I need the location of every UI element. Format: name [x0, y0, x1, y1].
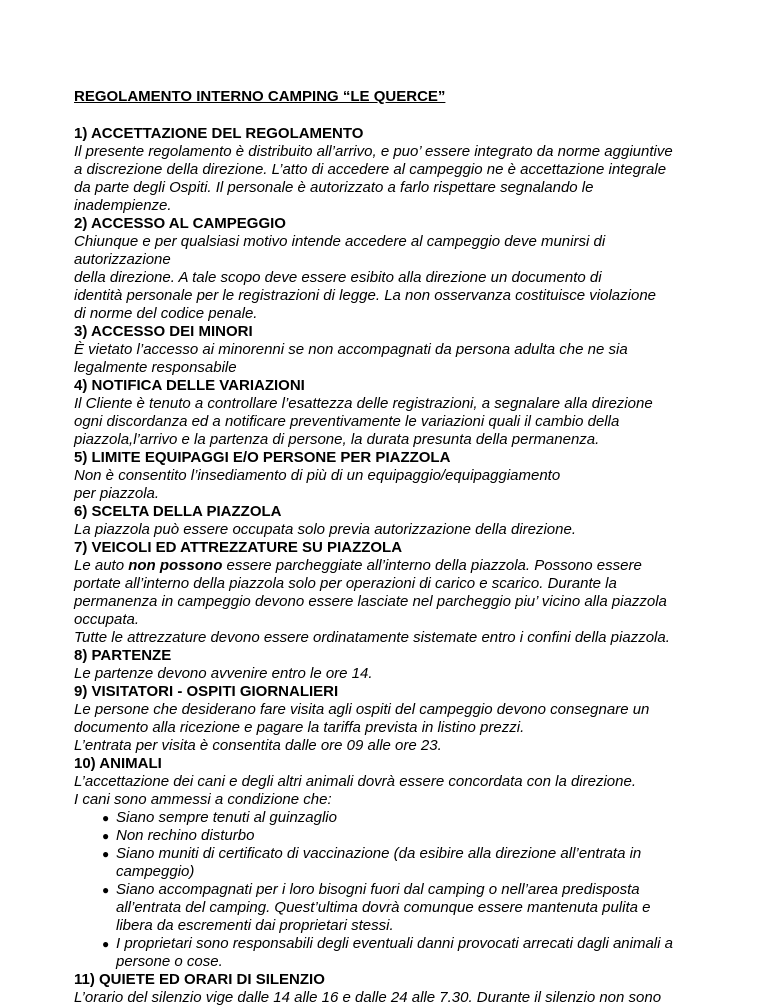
section-1-line: da parte degli Ospiti. Il personale è autorizzato a farlo rispettare segnalando le [74, 179, 594, 196]
list-item [74, 845, 714, 881]
section-10-heading: 10) ANIMALI [74, 755, 162, 772]
list-item [74, 809, 714, 827]
section-7-line: portate all’interno della piazzola solo per operazioni di carico e scarico. Durante la [74, 575, 617, 592]
section-7-line: permanenza in campeggio devono essere lasciate nel parcheggio piu’ vicino alla piazzola [74, 593, 667, 610]
section-1-line: a discrezione della direzione. L’atto di accedere al campeggio ne è accettazione integrale [74, 161, 667, 178]
list-item-line: Non rechino disturbo [116, 827, 255, 844]
document-body [74, 88, 714, 1007]
list-item-line: Siano sempre tenuti al guinzaglio [116, 809, 337, 826]
section-7-first-line [74, 557, 714, 575]
section-7-emphasis: non possono [128, 557, 223, 574]
section-2-line: di norme del codice penale. [74, 305, 258, 322]
section-10-line: I cani sono ammessi a condizione che: [74, 791, 332, 808]
section-5-line: per piazzola. [74, 485, 160, 502]
section-1-line: inadempienze. [74, 197, 172, 214]
section-2-line: identità personale per le registrazioni di legge. La non osservanza costituisce violazione [74, 287, 657, 304]
section-4-heading: 4) NOTIFICA DELLE VARIAZIONI [74, 377, 305, 394]
document-title: REGOLAMENTO INTERNO CAMPING “LE QUERCE” [74, 88, 446, 105]
list-item-line: I proprietari sono responsabili degli eventuali danni provocati arrecati dagli animali a [116, 935, 673, 952]
bullet-icon: ● [102, 829, 110, 843]
bullet-icon: ● [102, 937, 110, 951]
animal-conditions-list [74, 809, 714, 971]
list-item-line: libera da escrementi dai proprietari stessi. [116, 917, 394, 934]
section-6-line: La piazzola può essere occupata solo previa autorizzazione della direzione. [74, 521, 576, 538]
bullet-icon: ● [102, 811, 110, 825]
section-10-line: L’accettazione dei cani e degli altri animali dovrà essere concordata con la direzione. [74, 773, 636, 790]
section-7-text: essere parcheggiate all’interno della piazzola. Possono essere [222, 557, 642, 574]
section-11-line: L’orario del silenzio vige dalle 14 alle 16 e dalle 24 alle 7.30. Durante il silenzio non sono [74, 989, 662, 1006]
section-7-heading: 7) VEICOLI ED ATTREZZATURE SU PIAZZOLA [74, 539, 403, 556]
section-9-line: L’entrata per visita è consentita dalle ore 09 alle ore 23. [74, 737, 442, 754]
section-7-text: Le auto [74, 557, 129, 574]
list-item-line: all’entrata del camping. Quest’ultima dovrà comunque essere mantenuta pulita e [116, 899, 651, 916]
section-4-line: ogni discordanza ed a notificare preventivamente le variazioni quali il cambio della [74, 413, 620, 430]
section-8-line: Le partenze devono avvenire entro le ore 14. [74, 665, 373, 682]
section-4-line: piazzola,l’arrivo e la partenza di persone, la durata presunta della permanenza. [74, 431, 600, 448]
section-2-heading: 2) ACCESSO AL CAMPEGGIO [74, 215, 286, 232]
list-item-line: Siano accompagnati per i loro bisogni fuori dal camping o nell’area predisposta [116, 881, 640, 898]
section-5-line: Non è consentito l’insediamento di più di un equipaggio/equipaggiamento [74, 467, 561, 484]
section-3-heading: 3) ACCESSO DEI MINORI [74, 323, 253, 340]
section-2-line: Chiunque e per qualsiasi motivo intende accedere al campeggio deve munirsi di [74, 233, 606, 250]
section-11-heading: 11) QUIETE ED ORARI DI SILENZIO [74, 971, 325, 988]
section-3-line: legalmente responsabile [74, 359, 237, 376]
section-2-line: autorizzazione [74, 251, 171, 268]
bullet-icon: ● [102, 847, 110, 861]
list-item-line: campeggio) [116, 863, 195, 880]
list-item-line: persone o cose. [116, 953, 223, 970]
section-7-line: Tutte le attrezzature devono essere ordinatamente sistemate entro i confini della piazzola. [74, 629, 670, 646]
section-8-heading: 8) PARTENZE [74, 647, 172, 664]
section-9-line: documento alla ricezione e pagare la tariffa prevista in listino prezzi. [74, 719, 525, 736]
list-item [74, 827, 714, 845]
list-item [74, 935, 714, 971]
section-3-line: È vietato l’accesso ai minorenni se non accompagnati da persona adulta che ne sia [74, 341, 628, 358]
section-5-heading: 5) LIMITE EQUIPAGGI E/O PERSONE PER PIAZZOLA [74, 449, 451, 466]
section-1-line: Il presente regolamento è distribuito all’arrivo, e puo’ essere integrato da norme aggiuntive [74, 143, 673, 160]
list-item-line: Siano muniti di certificato di vaccinazione (da esibire alla direzione all’entrata in [116, 845, 642, 862]
list-item [74, 881, 714, 935]
section-7-line: occupata. [74, 611, 140, 628]
section-6-heading: 6) SCELTA DELLA PIAZZOLA [74, 503, 282, 520]
section-2-line: della direzione. A tale scopo deve essere esibito alla direzione un documento di [74, 269, 602, 286]
section-9-line: Le persone che desiderano fare visita agli ospiti del campeggio devono consegnare un [74, 701, 650, 718]
section-4-line: Il Cliente è tenuto a controllare l’esattezza delle registrazioni, a segnalare alla direzione [74, 395, 653, 412]
section-1-heading: 1) ACCETTAZIONE DEL REGOLAMENTO [74, 125, 364, 142]
bullet-icon: ● [102, 883, 110, 897]
section-9-heading: 9) VISITATORI - OSPITI GIORNALIERI [74, 683, 339, 700]
